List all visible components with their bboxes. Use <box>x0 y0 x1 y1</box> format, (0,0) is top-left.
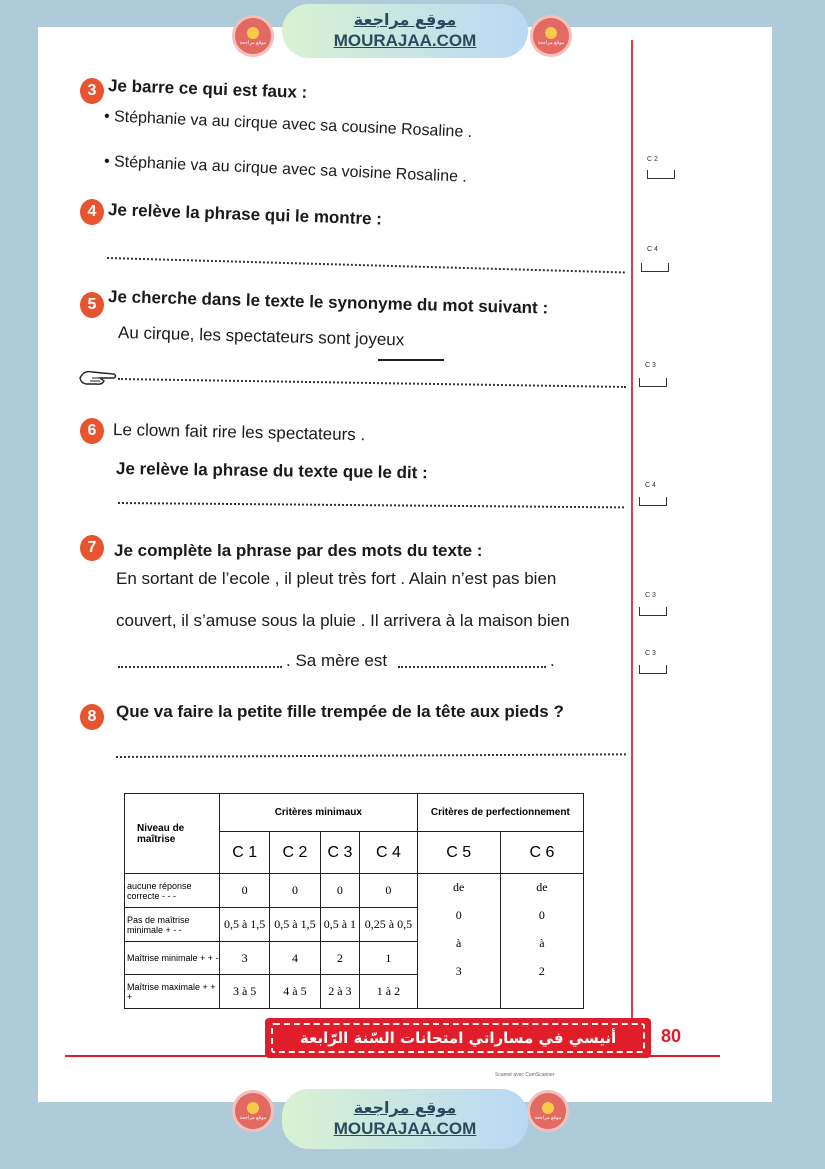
site-logo-icon: موقع مراجعة <box>232 15 274 57</box>
criterion-label: C 4 <box>647 246 658 253</box>
question-number-7: 7 <box>80 535 104 561</box>
q8-title: Que va faire la petite fille trempée de la tête aux pieds ? <box>116 702 564 721</box>
site-logo-icon: موقع مراجعة <box>530 15 572 57</box>
criterion-label: C 2 <box>647 156 658 163</box>
q3-title: Je barre ce qui est faux : <box>107 76 308 102</box>
site-logo-icon: موقع مراجعة <box>527 1090 569 1132</box>
q6-title: Je relève la phrase du texte que le dit : <box>115 459 428 483</box>
table-header-niveau: Niveau de maîtrise <box>125 794 220 874</box>
table-col-header: C 6 <box>500 832 583 874</box>
row-label: Pas de maîtrise minimale + - - <box>125 908 220 942</box>
site-brand-bottom[interactable] <box>282 1089 528 1149</box>
question-number-6: 6 <box>80 418 104 444</box>
q3-option-1[interactable]: • Stéphanie va au cirque avec sa cousine Rosaline . <box>103 108 473 142</box>
q7-text-line-2: couvert, il s’amuse sous la pluie . Il arrivera à la maison bien <box>116 611 570 630</box>
table-cell: 0 <box>220 874 270 908</box>
q7-blank-1[interactable] <box>118 666 282 668</box>
criterion-score-box[interactable] <box>647 170 675 179</box>
q7-text-line-1: En sortant de l’ecole , il pleut très fort . Alain n’est pas bien <box>116 569 557 588</box>
table-cell: 0,5 à 1 <box>320 908 360 942</box>
q4-title: Je relève la phrase qui le montre : <box>107 200 383 229</box>
table-header-minimaux: Critères minimaux <box>220 794 418 832</box>
criterion-label: C 3 <box>645 650 656 657</box>
table-cell: 4 à 5 <box>270 975 320 1009</box>
brand-arabic: موقع مراجعة <box>353 1098 457 1117</box>
brand-site: MOURAJAA.COM <box>333 1119 477 1138</box>
table-col-header: C 5 <box>417 832 500 874</box>
scanner-watermark: Scanné avec CamScanner <box>495 1072 555 1078</box>
site-logo-icon: موقع مراجعة <box>232 1090 274 1132</box>
table-cell: 0,25 à 0,5 <box>360 908 417 942</box>
brand-site: MOURAJAA.COM <box>333 31 477 50</box>
q7-text-line-3a: . Sa mère est <box>286 651 388 670</box>
table-cell-c5: de 0 à 3 <box>417 874 500 1009</box>
table-col-header: C 2 <box>270 832 320 874</box>
table-header-perfection: Critères de perfectionnement <box>417 794 583 832</box>
row-label: Maîtrise minimale + + - <box>125 942 220 975</box>
table-row <box>125 874 584 908</box>
question-number-8: 8 <box>80 704 104 730</box>
site-brand-top[interactable] <box>282 4 528 58</box>
q3-option-2[interactable]: • Stéphanie va au cirque avec sa voisine Rosaline . <box>103 153 468 186</box>
criterion-label: C 4 <box>645 482 656 489</box>
table-cell: 1 <box>360 942 417 975</box>
q5-target-word: joyeux <box>354 329 405 350</box>
table-cell: 2 <box>320 942 360 975</box>
q5-title: Je cherche dans le texte le synonyme du mot suivant : <box>107 287 549 318</box>
table-cell-c6: de 0 à 2 <box>500 874 583 1009</box>
table-col-header: C 3 <box>320 832 360 874</box>
row-label: aucune réponse correcte - - - <box>125 874 220 908</box>
row-label: Maîtrise maximale + + + <box>125 975 220 1009</box>
table-cell: 3 <box>220 942 270 975</box>
table-cell: 0,5 à 1,5 <box>270 908 320 942</box>
q5-sentence: Au cirque, les spectateurs sont joyeux <box>117 323 405 350</box>
q6-statement: Le clown fait rire les spectateurs . <box>112 420 366 445</box>
criterion-label: C 3 <box>645 592 656 599</box>
margin-line <box>631 40 633 1040</box>
criterion-score-box[interactable] <box>641 263 669 272</box>
table-cell: 0 <box>360 874 417 908</box>
table-cell: 0 <box>320 874 360 908</box>
table-cell: 1 à 2 <box>360 975 417 1009</box>
question-number-5: 5 <box>80 292 104 318</box>
criterion-score-box[interactable] <box>639 665 667 674</box>
table-col-header: C 1 <box>220 832 270 874</box>
question-number-4: 4 <box>80 199 104 225</box>
table-cell: 4 <box>270 942 320 975</box>
table-cell: 2 à 3 <box>320 975 360 1009</box>
q7-blank-2[interactable] <box>398 666 546 668</box>
book-title-banner: أنيسي في مساراتي امتحانات السّنة الرّابعة <box>265 1018 651 1058</box>
table-cell: 3 à 5 <box>220 975 270 1009</box>
q7-title: Je complète la phrase par des mots du texte : <box>114 541 483 560</box>
criterion-score-box[interactable] <box>639 378 667 387</box>
brand-arabic: موقع مراجعة <box>353 10 457 29</box>
table-cell: 0 <box>270 874 320 908</box>
criterion-score-box[interactable] <box>639 497 667 506</box>
grading-table <box>124 793 584 1009</box>
criterion-score-box[interactable] <box>639 607 667 616</box>
table-cell: 0,5 à 1,5 <box>220 908 270 942</box>
word-underline <box>378 359 444 361</box>
page-number: 80 <box>661 1026 682 1046</box>
hand-pointing-icon <box>78 366 118 388</box>
question-number-3: 3 <box>80 78 104 104</box>
table-col-header: C 4 <box>360 832 417 874</box>
q7-text-line-3b: . <box>550 651 555 670</box>
criterion-label: C 3 <box>645 362 656 369</box>
